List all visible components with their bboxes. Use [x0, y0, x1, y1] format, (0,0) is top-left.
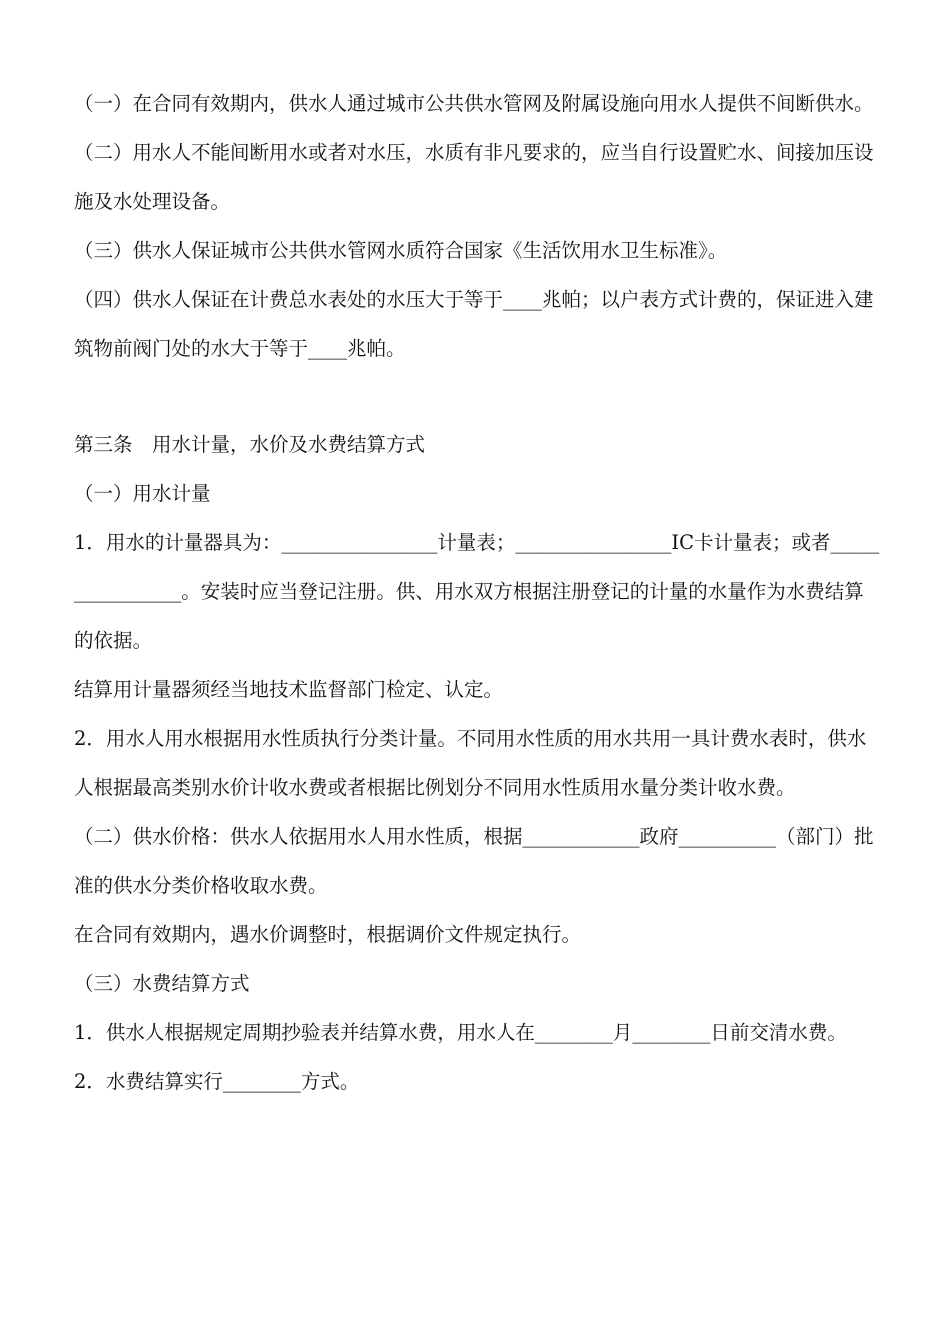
price-adjustment-paragraph: 在合同有效期内，遇水价调整时，根据调价文件规定执行。	[74, 923, 582, 946]
clause-paragraph-4: （四）供水人保证在计费总水表处的水压大于等于____兆帕；以户表方式计费的，保证进入建筑物前阀门处的水大于等于____兆帕。	[74, 288, 874, 360]
metering-item-2: 2．用水人用水根据用水性质执行分类计量。不同用水性质的用水共用一具计费水表时，供水人根据最高类别水价计收水费或者根据比例划分不同用水性质用水量分类计收水费。	[74, 727, 867, 799]
metering-item-1: 1．用水的计量器具为：________________计量表；________________IC卡计量表；或者________________。安装时应当登记注册。供、用水双方根据注册登记的计量的水量作为水费结算的依据。	[74, 531, 880, 652]
metering-note: 结算用计量器须经当地技术监督部门检定、认定。	[74, 678, 504, 701]
price-paragraph: （二）供水价格：供水人依据用水人用水性质，根据____________政府__________（部门）批准的供水分类价格收取水费。	[74, 825, 874, 897]
settlement-item-1: 1．供水人根据规定周期抄验表并结算水费，用水人在________月________日前交清水费。	[74, 1021, 847, 1044]
settlement-heading: （三）水费结算方式	[74, 972, 250, 995]
section-spacer	[74, 373, 880, 420]
clause-paragraph-3: （三）供水人保证城市公共供水管网水质符合国家《生活饮用水卫生标准》。	[74, 239, 728, 262]
article-three-heading: 第三条 用水计量，水价及水费结算方式	[74, 433, 426, 456]
clause-paragraph-2: （二）用水人不能间断用水或者对水压，水质有非凡要求的，应当自行设置贮水、间接加压设施及水处理设备。	[74, 141, 874, 213]
subsection-metering-heading: （一）用水计量	[74, 482, 211, 505]
clause-paragraph-1: （一）在合同有效期内，供水人通过城市公共供水管网及附属设施向用水人提供不间断供水。	[74, 92, 874, 115]
document-page	[74, 79, 880, 1106]
settlement-item-2: 2．水费结算实行________方式。	[74, 1070, 360, 1093]
